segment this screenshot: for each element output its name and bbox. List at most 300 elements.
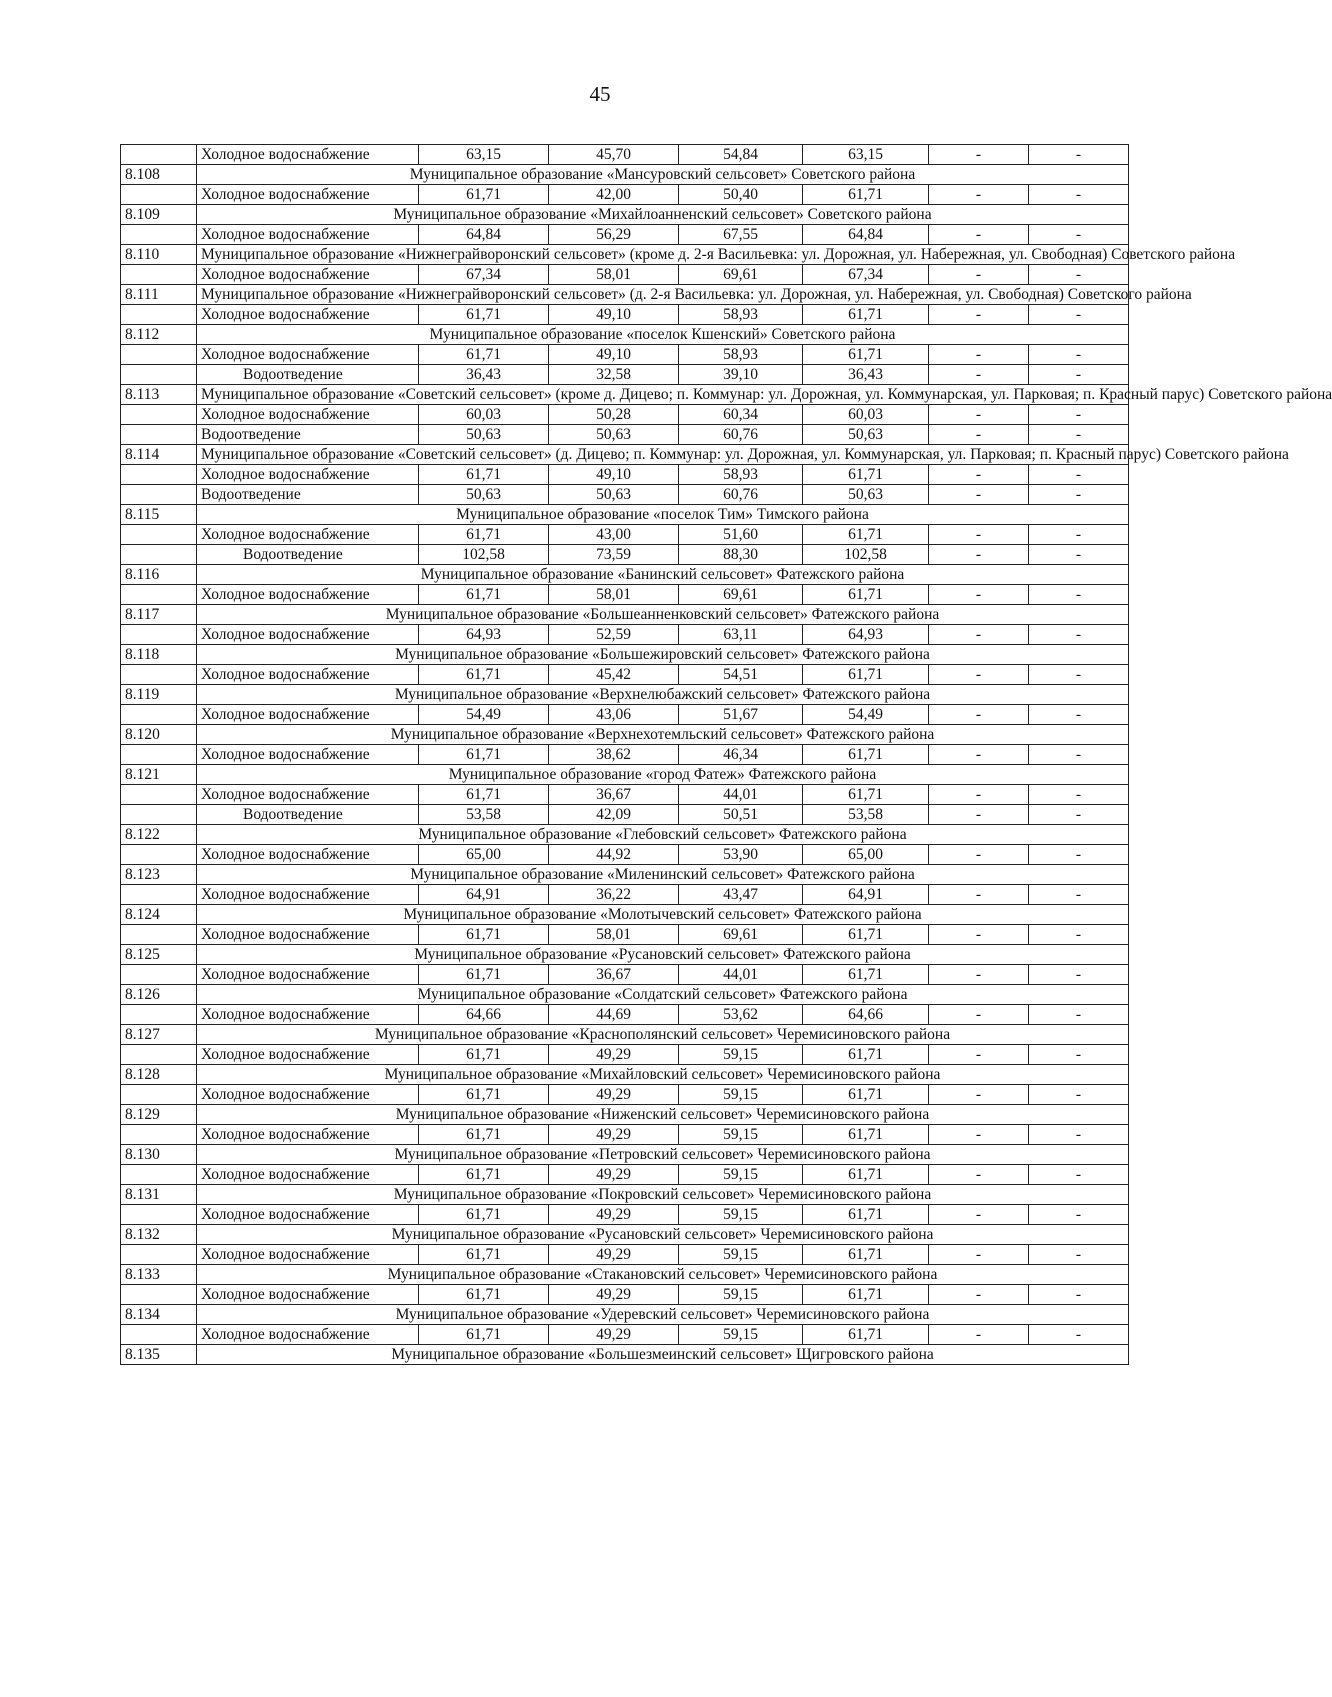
service-name: Холодное водоснабжение	[197, 705, 419, 725]
municipality-row	[121, 1105, 1129, 1125]
tariff-value: 64,66	[803, 1005, 929, 1025]
tariff-value: 61,71	[419, 305, 549, 325]
tariff-value: -	[1029, 805, 1129, 825]
tariff-value: -	[929, 705, 1029, 725]
service-name: Холодное водоснабжение	[197, 1325, 419, 1345]
tariff-value: 59,15	[679, 1245, 803, 1265]
tariff-value: 61,71	[803, 785, 929, 805]
service-name: Холодное водоснабжение	[197, 465, 419, 485]
row-number-empty	[121, 1005, 197, 1025]
tariff-value: -	[1029, 305, 1129, 325]
municipality-title: Муниципальное образование «Русановский сельсовет» Черемисиновского района	[197, 1225, 1129, 1245]
tariff-value: 61,71	[419, 745, 549, 765]
tariff-value: 59,15	[679, 1205, 803, 1225]
tariff-value: -	[929, 465, 1029, 485]
tariff-value: 61,71	[803, 585, 929, 605]
municipality-title: Муниципальное образование «город Фатеж» Фатежского района	[197, 765, 1129, 785]
tariff-value: 59,15	[679, 1045, 803, 1065]
tariff-value: 61,71	[419, 1085, 549, 1105]
tariff-value: 58,93	[679, 345, 803, 365]
service-name: Холодное водоснабжение	[197, 925, 419, 945]
tariff-value: 49,29	[549, 1245, 679, 1265]
municipality-row	[121, 1185, 1129, 1205]
municipality-title: Муниципальное образование «Большезмеинский сельсовет» Щигровского района	[197, 1345, 1129, 1365]
tariff-value: -	[1029, 1325, 1129, 1345]
tariff-value: 49,29	[549, 1165, 679, 1185]
service-row	[121, 145, 1129, 165]
tariff-value: -	[1029, 425, 1129, 445]
municipality-row	[121, 985, 1129, 1005]
tariff-value: 61,71	[419, 1245, 549, 1265]
row-number: 8.124	[121, 905, 197, 925]
tariff-value: 58,01	[549, 925, 679, 945]
service-name: Холодное водоснабжение	[197, 1005, 419, 1025]
service-row	[121, 805, 1129, 825]
row-number-empty	[121, 1205, 197, 1225]
service-row	[121, 405, 1129, 425]
row-number: 8.118	[121, 645, 197, 665]
row-number: 8.110	[121, 245, 197, 265]
row-number: 8.121	[121, 765, 197, 785]
row-number: 8.134	[121, 1305, 197, 1325]
tariff-value: 63,15	[803, 145, 929, 165]
municipality-row	[121, 605, 1129, 625]
page-number: 45	[589, 82, 611, 106]
tariff-value: 36,43	[419, 365, 549, 385]
tariff-value: -	[929, 785, 1029, 805]
tariff-value: -	[929, 1245, 1029, 1265]
tariff-value: 61,71	[803, 525, 929, 545]
tariff-value: 65,00	[419, 845, 549, 865]
municipality-row	[121, 285, 1129, 305]
municipality-title: Муниципальное образование «Солдатский сельсовет» Фатежского района	[197, 985, 1129, 1005]
tariff-value: -	[929, 405, 1029, 425]
service-name: Водоотведение	[197, 805, 419, 825]
service-name: Водоотведение	[197, 365, 419, 385]
tariff-value: 61,71	[419, 1285, 549, 1305]
row-number: 8.111	[121, 285, 197, 305]
tariff-value: 59,15	[679, 1125, 803, 1145]
service-name: Холодное водоснабжение	[197, 885, 419, 905]
service-name: Водоотведение	[197, 425, 419, 445]
tariff-value: -	[1029, 885, 1129, 905]
tariff-value: 32,58	[549, 365, 679, 385]
tariff-value: 60,03	[803, 405, 929, 425]
municipality-row	[121, 1145, 1129, 1165]
tariff-value: 64,93	[419, 625, 549, 645]
service-name: Холодное водоснабжение	[197, 585, 419, 605]
tariff-value: 61,71	[419, 1205, 549, 1225]
tariff-value: 61,71	[803, 925, 929, 945]
tariff-value: 39,10	[679, 365, 803, 385]
tariff-value: 45,70	[549, 145, 679, 165]
tariff-value: -	[1029, 705, 1129, 725]
service-row	[121, 345, 1129, 365]
service-row	[121, 1205, 1129, 1225]
tariff-value: 61,71	[419, 965, 549, 985]
tariff-value: 36,67	[549, 965, 679, 985]
tariff-value: 51,60	[679, 525, 803, 545]
municipality-title: Муниципальное образование «Миленинский сельсовет» Фатежского района	[197, 865, 1129, 885]
tariff-value: 59,15	[679, 1285, 803, 1305]
tariff-value: -	[1029, 265, 1129, 285]
tariff-value: -	[1029, 1165, 1129, 1185]
tariff-value: 61,71	[419, 785, 549, 805]
tariff-value: -	[929, 425, 1029, 445]
tariff-value: 53,58	[803, 805, 929, 825]
municipality-title: Муниципальное образование «Советский сельсовет» (кроме д. Дицево; п. Коммунар: ул. Дорожная, ул. Коммунарская, ул. Парковая; п. Красный парус) Советского района	[197, 385, 1129, 405]
service-row	[121, 665, 1129, 685]
municipality-row	[121, 505, 1129, 525]
tariff-value: 49,29	[549, 1325, 679, 1345]
service-row	[121, 225, 1129, 245]
tariff-value: 64,66	[419, 1005, 549, 1025]
tariff-value: -	[929, 225, 1029, 245]
tariff-value: 88,30	[679, 545, 803, 565]
municipality-title: Муниципальное образование «Покровский сельсовет» Черемисиновского района	[197, 1185, 1129, 1205]
row-number-empty	[121, 1045, 197, 1065]
tariff-value: -	[929, 1005, 1029, 1025]
tariff-value: 49,29	[549, 1085, 679, 1105]
municipality-title: Муниципальное образование «Глебовский сельсовет» Фатежского района	[197, 825, 1129, 845]
row-number-empty	[121, 1245, 197, 1265]
row-number-empty	[121, 405, 197, 425]
tariff-value: 49,29	[549, 1205, 679, 1225]
tariff-value: 61,71	[419, 1325, 549, 1345]
service-name: Водоотведение	[197, 485, 419, 505]
row-number: 8.125	[121, 945, 197, 965]
tariff-value: 61,71	[803, 1205, 929, 1225]
tariff-value: 61,71	[803, 965, 929, 985]
tariff-value: 53,62	[679, 1005, 803, 1025]
municipality-row	[121, 165, 1129, 185]
row-number: 8.129	[121, 1105, 197, 1125]
tariff-value: 36,43	[803, 365, 929, 385]
row-number: 8.128	[121, 1065, 197, 1085]
service-name: Холодное водоснабжение	[197, 265, 419, 285]
municipality-row	[121, 1265, 1129, 1285]
service-row	[121, 1285, 1129, 1305]
service-name: Холодное водоснабжение	[197, 965, 419, 985]
row-number-empty	[121, 785, 197, 805]
row-number: 8.113	[121, 385, 197, 405]
tariff-value: 59,15	[679, 1325, 803, 1345]
tariff-value: 58,93	[679, 465, 803, 485]
tariff-value: -	[929, 965, 1029, 985]
tariff-value: -	[1029, 545, 1129, 565]
service-name: Холодное водоснабжение	[197, 625, 419, 645]
service-row	[121, 1125, 1129, 1145]
tariff-value: 38,62	[549, 745, 679, 765]
tariff-value: -	[929, 805, 1029, 825]
tariff-value: 44,01	[679, 785, 803, 805]
service-row	[121, 265, 1129, 285]
row-number-empty	[121, 525, 197, 545]
municipality-title: Муниципальное образование «Большежировский сельсовет» Фатежского района	[197, 645, 1129, 665]
municipality-row	[121, 725, 1129, 745]
service-row	[121, 925, 1129, 945]
service-row	[121, 1005, 1129, 1025]
tariff-value: -	[1029, 1125, 1129, 1145]
service-name: Холодное водоснабжение	[197, 1165, 419, 1185]
municipality-title: Муниципальное образование «Верхнехотемльский сельсовет» Фатежского района	[197, 725, 1129, 745]
tariff-value: -	[1029, 365, 1129, 385]
tariff-value: 49,29	[549, 1125, 679, 1145]
tariff-value: 63,11	[679, 625, 803, 645]
tariff-value: 50,63	[803, 485, 929, 505]
tariff-value: -	[929, 1165, 1029, 1185]
tariff-value: 64,91	[419, 885, 549, 905]
municipality-title: Муниципальное образование «Ниженский сельсовет» Черемисиновского района	[197, 1105, 1129, 1125]
service-name: Холодное водоснабжение	[197, 845, 419, 865]
row-number-empty	[121, 485, 197, 505]
tariff-value: 102,58	[419, 545, 549, 565]
tariff-value: -	[1029, 185, 1129, 205]
row-number-empty	[121, 305, 197, 325]
tariff-value: -	[1029, 145, 1129, 165]
row-number: 8.117	[121, 605, 197, 625]
tariff-value: -	[929, 1045, 1029, 1065]
tariff-value: 51,67	[679, 705, 803, 725]
row-number-empty	[121, 1125, 197, 1145]
row-number: 8.131	[121, 1185, 197, 1205]
tariff-value: 54,49	[803, 705, 929, 725]
tariff-value: -	[1029, 1285, 1129, 1305]
tariff-value: -	[929, 1085, 1029, 1105]
tariff-value: -	[929, 545, 1029, 565]
tariff-value: -	[1029, 225, 1129, 245]
tariff-value: -	[1029, 525, 1129, 545]
municipality-title: Муниципальное образование «Банинский сельсовет» Фатежского района	[197, 565, 1129, 585]
service-row	[121, 705, 1129, 725]
tariff-value: 61,71	[419, 925, 549, 945]
tariff-value: 49,10	[549, 305, 679, 325]
tariff-value: 61,71	[803, 1125, 929, 1145]
row-number: 8.130	[121, 1145, 197, 1165]
tariff-value: 61,71	[419, 525, 549, 545]
row-number-empty	[121, 365, 197, 385]
service-name: Холодное водоснабжение	[197, 525, 419, 545]
tariff-value: 64,84	[419, 225, 549, 245]
municipality-row	[121, 385, 1129, 405]
municipality-row	[121, 645, 1129, 665]
row-number: 8.108	[121, 165, 197, 185]
tariff-value: -	[929, 925, 1029, 945]
row-number-empty	[121, 1285, 197, 1305]
tariff-value: 64,84	[803, 225, 929, 245]
tariff-value: 43,00	[549, 525, 679, 545]
tariff-value: -	[929, 1125, 1029, 1145]
row-number-empty	[121, 745, 197, 765]
row-number-empty	[121, 545, 197, 565]
row-number: 8.127	[121, 1025, 197, 1045]
tariff-value: 102,58	[803, 545, 929, 565]
tariff-value: -	[929, 1325, 1029, 1345]
service-name: Холодное водоснабжение	[197, 345, 419, 365]
tariff-value: -	[1029, 845, 1129, 865]
tariff-value: -	[929, 265, 1029, 285]
municipality-title: Муниципальное образование «Петровский сельсовет» Черемисиновского района	[197, 1145, 1129, 1165]
row-number-empty	[121, 1085, 197, 1105]
tariff-value: 60,76	[679, 485, 803, 505]
service-name: Холодное водоснабжение	[197, 665, 419, 685]
tariff-value: -	[929, 625, 1029, 645]
service-row	[121, 885, 1129, 905]
tariff-value: -	[929, 145, 1029, 165]
municipality-row	[121, 245, 1129, 265]
row-number-empty	[121, 225, 197, 245]
row-number-empty	[121, 425, 197, 445]
municipality-row	[121, 325, 1129, 345]
tariff-value: 50,28	[549, 405, 679, 425]
municipality-row	[121, 945, 1129, 965]
municipality-row	[121, 205, 1129, 225]
tariff-value: -	[1029, 965, 1129, 985]
tariff-value: 58,01	[549, 265, 679, 285]
municipality-title: Муниципальное образование «Нижнеграйворонский сельсовет» (кроме д. 2-я Васильевка: ул. Дорожная, ул. Набережная, ул. Свободная) Советского района	[197, 245, 1129, 265]
row-number: 8.120	[121, 725, 197, 745]
service-name: Холодное водоснабжение	[197, 305, 419, 325]
service-name: Холодное водоснабжение	[197, 225, 419, 245]
tariff-value: -	[1029, 745, 1129, 765]
service-row	[121, 1085, 1129, 1105]
row-number-empty	[121, 805, 197, 825]
service-name: Холодное водоснабжение	[197, 785, 419, 805]
service-row	[121, 1045, 1129, 1065]
row-number-empty	[121, 705, 197, 725]
tariff-value: -	[929, 525, 1029, 545]
tariff-value: 45,42	[549, 665, 679, 685]
service-row	[121, 185, 1129, 205]
tariff-value: -	[1029, 925, 1129, 945]
row-number: 8.122	[121, 825, 197, 845]
tariff-value: -	[1029, 585, 1129, 605]
municipality-row	[121, 865, 1129, 885]
tariff-value: -	[929, 345, 1029, 365]
tariff-value: -	[1029, 1005, 1129, 1025]
service-row	[121, 425, 1129, 445]
tariff-value: -	[1029, 465, 1129, 485]
tariff-value: -	[929, 1205, 1029, 1225]
service-row	[121, 585, 1129, 605]
tariff-value: 50,40	[679, 185, 803, 205]
tariff-value: -	[1029, 1085, 1129, 1105]
tariff-value: 36,67	[549, 785, 679, 805]
service-row	[121, 1325, 1129, 1345]
row-number-empty	[121, 345, 197, 365]
tariff-value: -	[929, 845, 1029, 865]
row-number: 8.114	[121, 445, 197, 465]
tariff-value: 61,71	[803, 1245, 929, 1265]
tariff-value: -	[929, 305, 1029, 325]
service-row	[121, 625, 1129, 645]
tariff-value: 42,00	[549, 185, 679, 205]
tariff-value: 54,49	[419, 705, 549, 725]
row-number-empty	[121, 1165, 197, 1185]
tariff-value: 58,01	[549, 585, 679, 605]
service-name: Холодное водоснабжение	[197, 1205, 419, 1225]
tariff-value: 42,09	[549, 805, 679, 825]
row-number: 8.112	[121, 325, 197, 345]
service-row	[121, 305, 1129, 325]
tariff-value: 56,29	[549, 225, 679, 245]
tariff-value: 67,34	[419, 265, 549, 285]
municipality-title: Муниципальное образование «поселок Кшенский» Советского района	[197, 325, 1129, 345]
row-number: 8.119	[121, 685, 197, 705]
municipality-title: Муниципальное образование «Удеревский сельсовет» Черемисиновского района	[197, 1305, 1129, 1325]
municipality-row	[121, 565, 1129, 585]
tariff-value: 49,29	[549, 1285, 679, 1305]
tariff-value: -	[1029, 345, 1129, 365]
tariff-value: 53,58	[419, 805, 549, 825]
tariff-value: 61,71	[803, 665, 929, 685]
tariff-value: 61,71	[419, 1045, 549, 1065]
tariff-value: 61,71	[803, 1285, 929, 1305]
tariff-value: -	[929, 745, 1029, 765]
tariff-value: 61,71	[419, 1165, 549, 1185]
municipality-title: Муниципальное образование «Молотычевский сельсовет» Фатежского района	[197, 905, 1129, 925]
row-number: 8.132	[121, 1225, 197, 1245]
tariff-value: -	[929, 665, 1029, 685]
tariff-value: 61,71	[803, 1165, 929, 1185]
tariff-value: 54,51	[679, 665, 803, 685]
service-row	[121, 365, 1129, 385]
tariff-value: 67,55	[679, 225, 803, 245]
tariff-value: 49,10	[549, 345, 679, 365]
service-row	[121, 845, 1129, 865]
tariff-value: 65,00	[803, 845, 929, 865]
service-name: Водоотведение	[197, 545, 419, 565]
tariff-value: 50,51	[679, 805, 803, 825]
row-number: 8.115	[121, 505, 197, 525]
tariff-table	[120, 144, 1332, 1365]
row-number: 8.116	[121, 565, 197, 585]
service-row	[121, 1165, 1129, 1185]
row-number-empty	[121, 965, 197, 985]
row-number-empty	[121, 145, 197, 165]
tariff-value: 59,15	[679, 1085, 803, 1105]
tariff-value: 50,63	[549, 485, 679, 505]
municipality-row	[121, 1225, 1129, 1245]
tariff-value: 61,71	[803, 1045, 929, 1065]
tariff-value: 50,63	[549, 425, 679, 445]
municipality-row	[121, 1305, 1129, 1325]
tariff-value: 43,47	[679, 885, 803, 905]
tariff-value: 61,71	[419, 185, 549, 205]
tariff-value: 61,71	[803, 305, 929, 325]
tariff-value: 61,71	[803, 185, 929, 205]
municipality-title: Муниципальное образование «Верхнелюбажский сельсовет» Фатежского района	[197, 685, 1129, 705]
municipality-title: Муниципальное образование «поселок Тим» Тимского района	[197, 505, 1129, 525]
municipality-row	[121, 1025, 1129, 1045]
service-row	[121, 465, 1129, 485]
service-name: Холодное водоснабжение	[197, 1245, 419, 1265]
tariff-value: -	[929, 365, 1029, 385]
tariff-value: 52,59	[549, 625, 679, 645]
row-number-empty	[121, 665, 197, 685]
service-row	[121, 745, 1129, 765]
service-name: Холодное водоснабжение	[197, 185, 419, 205]
service-name: Холодное водоснабжение	[197, 405, 419, 425]
tariff-value: 50,63	[803, 425, 929, 445]
tariff-value: -	[929, 1285, 1029, 1305]
row-number-empty	[121, 585, 197, 605]
row-number-empty	[121, 885, 197, 905]
tariff-value: 61,71	[419, 465, 549, 485]
tariff-value: 63,15	[419, 145, 549, 165]
tariff-value: -	[929, 585, 1029, 605]
service-name: Холодное водоснабжение	[197, 145, 419, 165]
